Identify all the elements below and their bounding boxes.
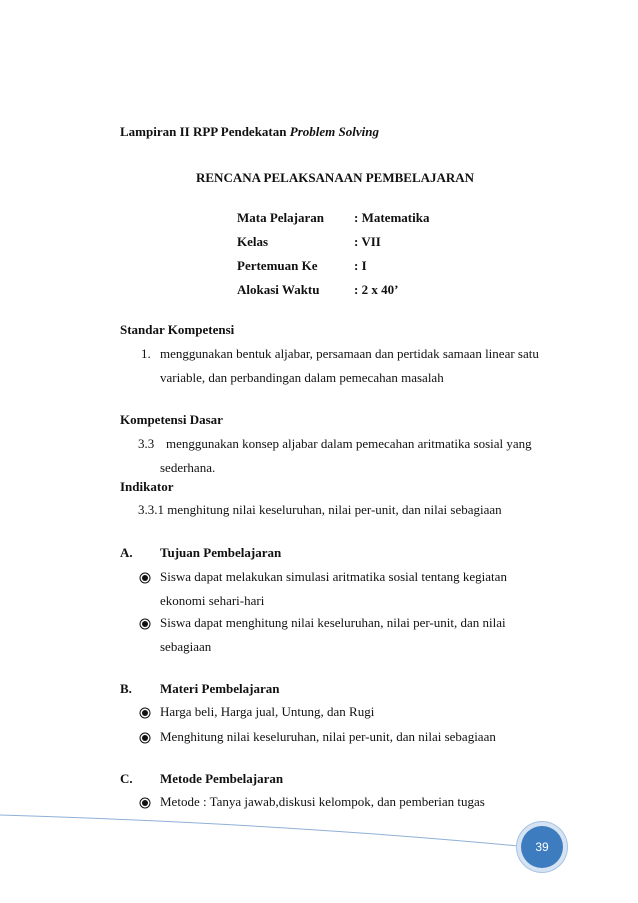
info-value-meeting: : I — [354, 258, 367, 273]
section-c-letter: C. — [120, 771, 133, 786]
info-label-time: Alokasi Waktu — [237, 282, 320, 297]
info-label-subject: Mata Pelajaran — [237, 210, 325, 225]
page-number: 39 — [535, 840, 549, 854]
section-b-letter: B. — [120, 681, 132, 696]
section-a-item-1-line-2: ekonomi sehari-hari — [160, 593, 265, 608]
standar-heading: Standar Kompetensi — [120, 322, 235, 337]
section-a-heading: Tujuan Pembelajaran — [160, 545, 282, 560]
header-prefix: Lampiran II RPP Pendekatan — [120, 124, 290, 139]
bullet-icon — [142, 800, 148, 806]
indikator-line: 3.3.1 menghitung nilai keseluruhan, nilai per-unit, dan nilai sebagiaan — [138, 502, 502, 517]
standar-number: 1. — [141, 346, 151, 361]
kompetensi-line-1: menggunakan konsep aljabar dalam pemecahan aritmatika sosial yang — [166, 436, 532, 451]
bullet-icon — [142, 710, 148, 716]
info-label-class: Kelas — [237, 234, 269, 249]
page-number-badge — [521, 826, 563, 868]
info-value-subject: : Matematika — [354, 210, 430, 225]
indikator-heading: Indikator — [120, 479, 174, 494]
header-italic: Problem Solving — [289, 124, 379, 139]
section-b-heading: Materi Pembelajaran — [160, 681, 280, 696]
kompetensi-line-2: sederhana. — [160, 460, 216, 475]
section-c-heading: Metode Pembelajaran — [160, 771, 284, 786]
info-label-meeting: Pertemuan Ke — [237, 258, 318, 273]
info-value-time: : 2 x 40’ — [354, 282, 399, 297]
kompetensi-number: 3.3 — [138, 436, 155, 451]
document-header — [120, 124, 379, 140]
info-value-class: : VII — [354, 234, 381, 249]
page-title: RENCANA PELAKSANAAN PEMBELAJARAN — [196, 170, 475, 185]
section-a-letter: A. — [120, 545, 133, 560]
section-a-item-2-line-1: Siswa dapat menghitung nilai keseluruhan, nilai per-unit, dan nilai — [160, 615, 506, 630]
standar-line-1: menggunakan bentuk aljabar, persamaan dan pertidak samaan linear satu — [160, 346, 539, 361]
kompetensi-heading: Kompetensi Dasar — [120, 412, 223, 427]
standar-line-2: variable, dan perbandingan dalam pemecahan masalah — [160, 370, 444, 385]
footer-decoration-line — [0, 812, 560, 852]
bullet-icon — [142, 621, 148, 627]
section-c-item-1: Metode : Tanya jawab,diskusi kelompok, dan pemberian tugas — [160, 794, 485, 809]
bullet-icon — [142, 575, 148, 581]
section-a-item-2-line-2: sebagiaan — [160, 639, 212, 654]
section-b-item-2: Menghitung nilai keseluruhan, nilai per-unit, dan nilai sebagiaan — [160, 729, 496, 744]
bullet-icon — [142, 735, 148, 741]
section-a-item-1-line-1: Siswa dapat melakukan simulasi aritmatika sosial tentang kegiatan — [160, 569, 507, 584]
section-b-item-1: Harga beli, Harga jual, Untung, dan Rugi — [160, 704, 375, 719]
